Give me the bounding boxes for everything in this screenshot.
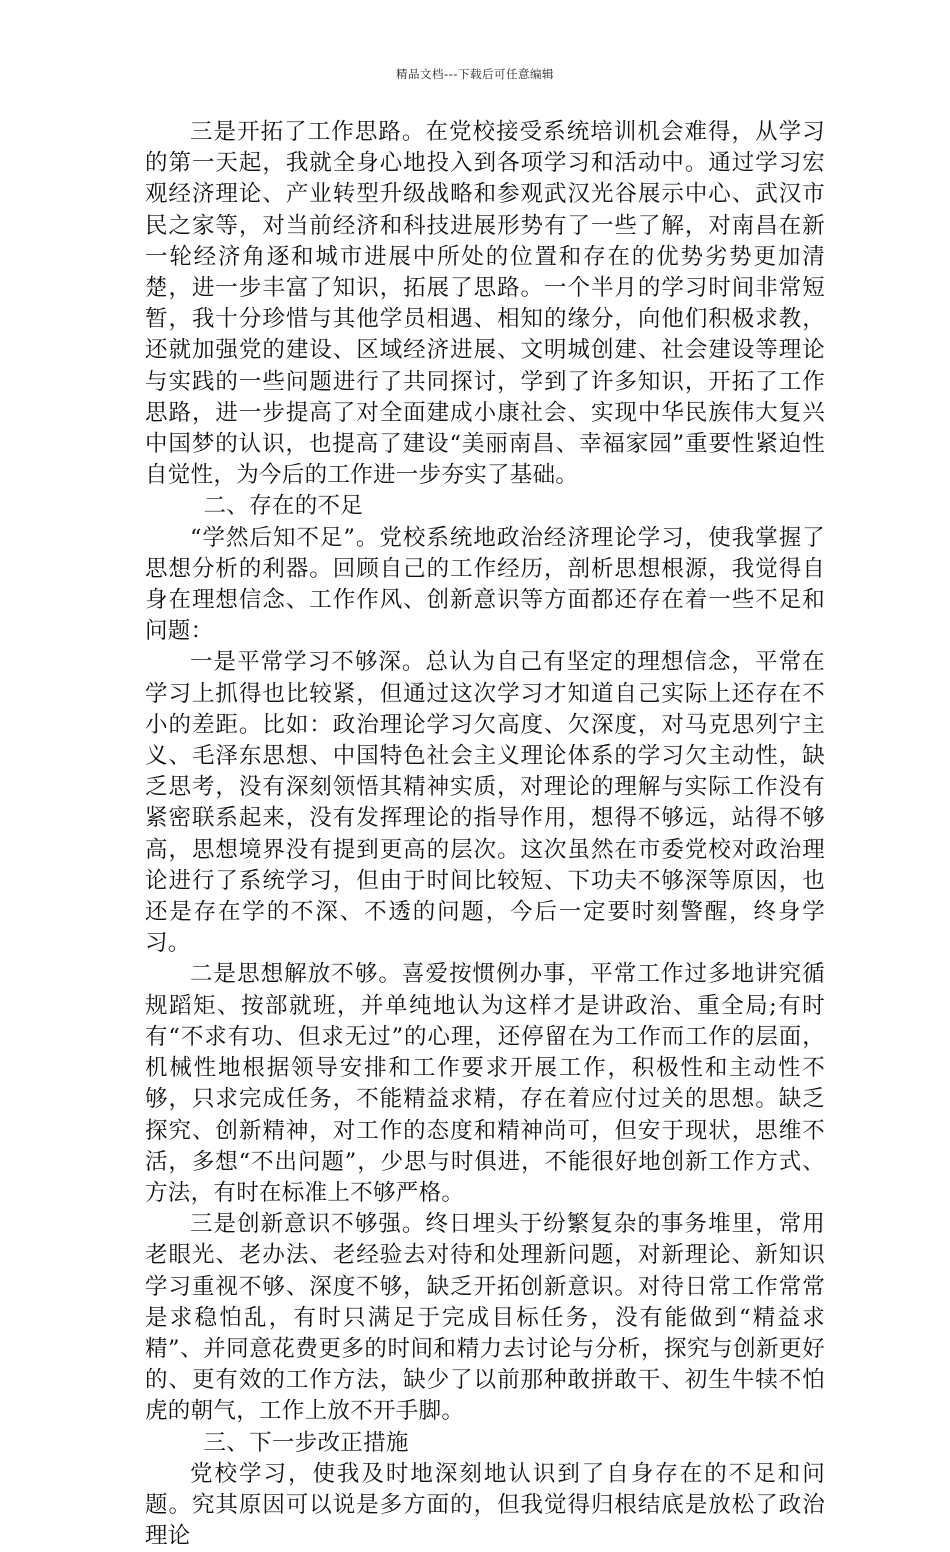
paragraph-broaden-thinking: 三是开拓了工作思路。在党校接受系统培训机会难得，从学习的第一天起，我就全身心地投入到各项学习和活动中。通过学习宏观经济理论、产业转型升级战略和参观武汉光谷展示中心、武汉市民之家等，对当前经济和科技进展形势有了一些了解，对南昌在新一轮经济角逐和城市进展中所处的位置和存在的优势劣势更加清楚，进一步丰富了知识，拓展了思路。一个半月的学习时间非常短暂，我十分珍惜与其他学员相遇、相知的缘分，向他们积极求教，还就加强党的建设、区域经济进展、文明城创建、社会建设等理论与实践的一些问题进行了共同探讨，学到了许多知识，开拓了工作思路，进一步提高了对全面建成小康社会、实现中华民族伟大复兴中国梦的认识，也提高了建设“美丽南昌、幸福家园”重要性紧迫性自觉性，为今后的工作进一步夯实了基础。 [145, 119, 825, 489]
section-heading-shortcomings: 二、存在的不足 [203, 493, 364, 520]
page-header: 精品文档---下载后可任意编辑 [396, 67, 554, 81]
paragraph-innovation-not-strong: 三是创新意识不够强。终日埋头于纷繁复杂的事务堆里，常用老眼光、老办法、老经验去对待和处理新问题，对新理论、新知识学习重视不够、深度不够，缺乏开拓创新意识。对待日常工作常常是求稳怕乱，有时只满足于完成目标任务，没有能做到“精益求精”、并同意花费更多的时间和精力去讨论与分析，探究与创新更好的、更有效的工作方法，缺少了以前那种敢拼敢干、初生牛犊不怕虎的朝气，工作上放不开手脚。 [145, 1211, 825, 1425]
paragraph-shortcomings-intro: “学然后知不足”。党校系统地政治经济理论学习，使我掌握了思想分析的利器。回顾自己的工作经历，剖析思想根源，我觉得自身在理想信念、工作作风、创新意识等方面都还存在着一些不足和问题： [145, 524, 825, 645]
paragraph-study-not-deep: 一是平常学习不够深。总认为自己有坚定的理想信念，平常在学习上抓得也比较紧，但通过这次学习才知道自己实际上还存在不小的差距。比如：政治理论学习欠高度、欠深度，对马克思列宁主义、毛泽东思想、中国特色社会主义理论体系的学习欠主动性，缺乏思考，没有深刻领悟其精神实质，对理论的理解与实际工作没有紧密联系起来，没有发挥理论的指导作用，想得不够远，站得不够高，思想境界没有提到更高的层次。这次虽然在市委党校对政治理论进行了系统学习，但由于时间比较短、下功夫不够深等原因，也还是存在学的不深、不透的问题，今后一定要时刻警醒，终身学习。 [145, 649, 825, 957]
document-body [145, 117, 825, 1552]
paragraph-thinking-not-liberated: 二是思想解放不够。喜爱按惯例办事，平常工作过多地讲究循规蹈矩、按部就班，并单纯地认为这样才是讲政治、重全局;有时有“不求有功、但求无过”的心理，还停留在为工作而工作的层面，机械性地根据领导安排和工作要求开展工作，积极性和主动性不够，只求完成任务，不能精益求精，存在着应付过关的思想。缺乏探究、创新精神，对工作的态度和精神尚可，但安于现状，思维不活，多想“不出问题”，少思与时俱进，不能很好地创新工作方式、方法，有时在标准上不够严格。 [145, 961, 825, 1206]
section-heading-corrective-measures: 三、下一步改正措施 [203, 1429, 409, 1456]
paragraph-party-school-reflection: 党校学习，使我及时地深刻地认识到了自身存在的不足和问题。究其原因可以说是多方面的，但我觉得归根结底是放松了政治理论 [145, 1460, 825, 1550]
